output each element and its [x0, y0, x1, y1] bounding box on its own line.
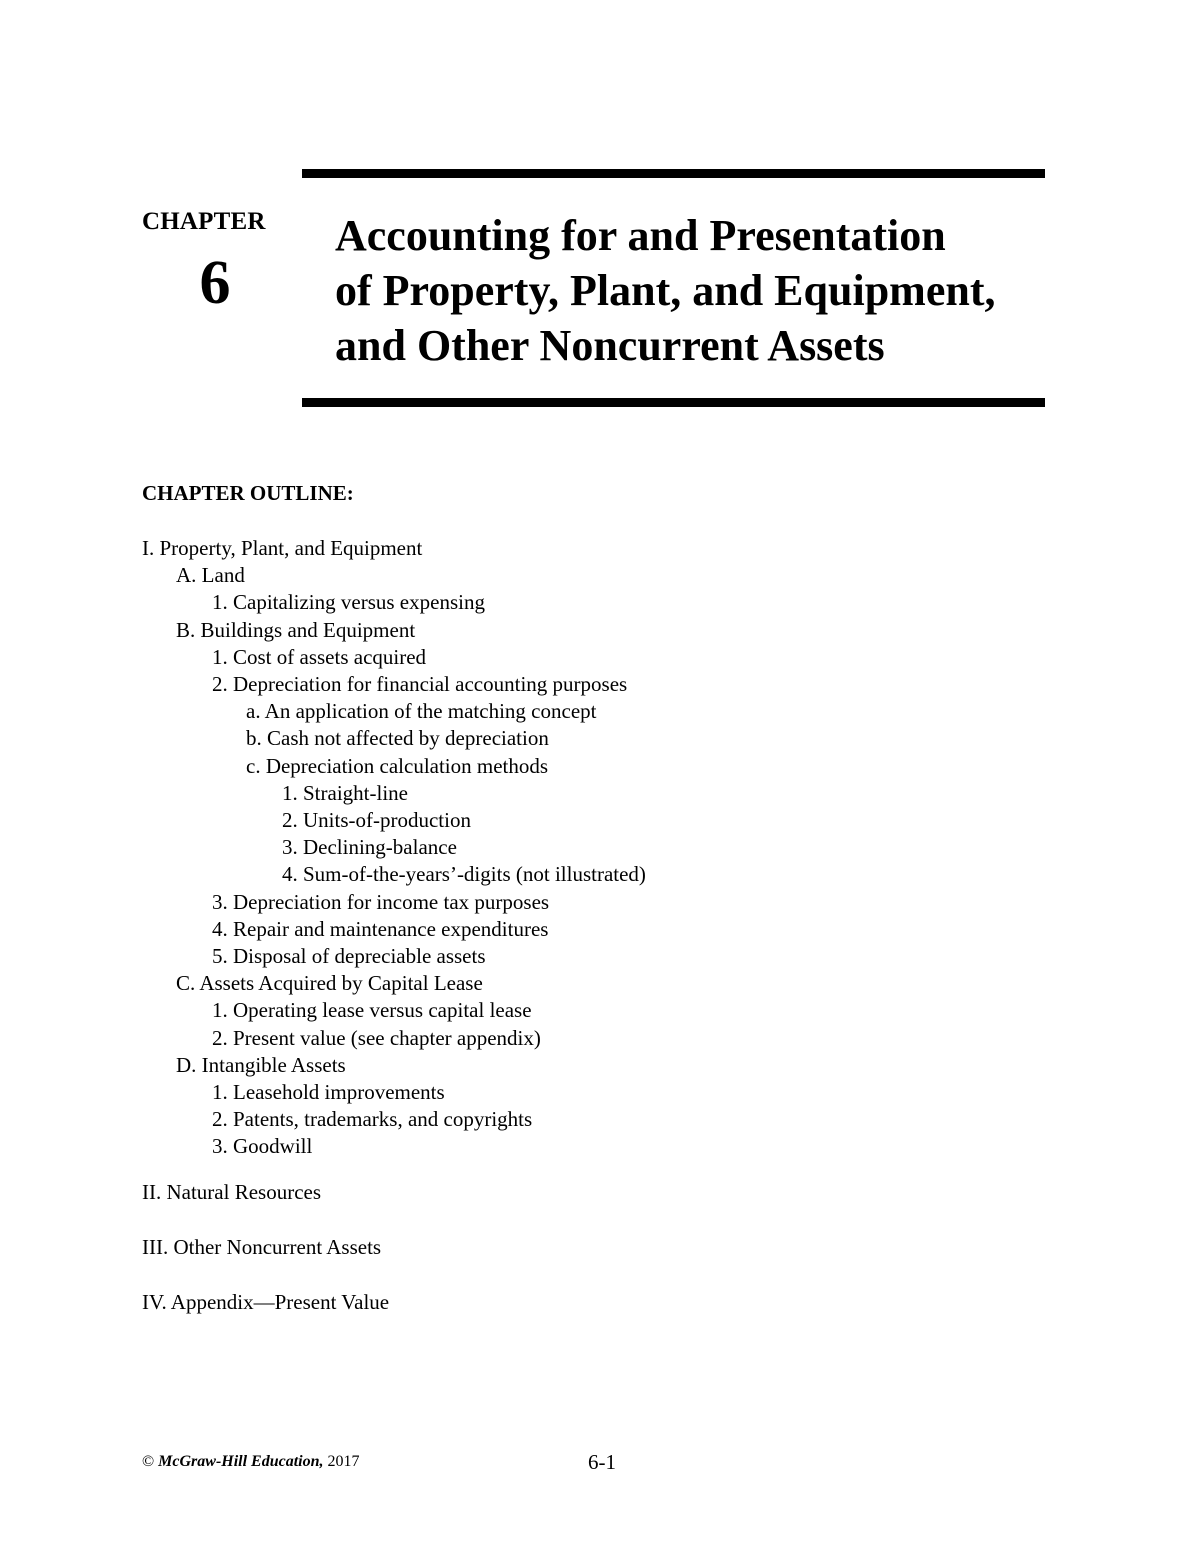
title-rule-bottom: [302, 398, 1045, 407]
outline-item: B. Buildings and Equipment: [176, 617, 416, 642]
chapter-outline: [142, 535, 1042, 1316]
outline-item: 4. Sum-of-the-years’-digits (not illustrated): [282, 862, 646, 887]
outline-item: 2. Present value (see chapter appendix): [212, 1025, 541, 1050]
outline-item: 3. Depreciation for income tax purposes: [212, 889, 550, 914]
outline-item: 5. Disposal of depreciable assets: [212, 944, 486, 969]
footer-copyright: [142, 1453, 360, 1471]
outline-item: 1. Straight-line: [282, 780, 408, 805]
chapter-title-line-1: Accounting for and Presentation: [335, 211, 946, 260]
footer-publisher: McGraw-Hill Education,: [158, 1453, 324, 1470]
outline-item: IV. Appendix—Present Value: [142, 1290, 390, 1315]
copyright-symbol: ©: [142, 1453, 155, 1470]
outline-item: II. Natural Resources: [142, 1179, 322, 1204]
outline-item: A. Land: [176, 563, 245, 588]
chapter-label: CHAPTER: [142, 208, 266, 235]
outline-item: 2. Units-of-production: [282, 808, 471, 833]
title-rule-top: [302, 169, 1045, 178]
outline-item: 1. Operating lease versus capital lease: [212, 998, 532, 1023]
outline-item: C. Assets Acquired by Capital Lease: [176, 971, 483, 996]
page-number: 6-1: [588, 1450, 616, 1474]
chapter-title-line-3: and Other Noncurrent Assets: [335, 321, 885, 370]
outline-item: 1. Capitalizing versus expensing: [212, 590, 485, 615]
outline-item: I. Property, Plant, and Equipment: [142, 536, 423, 560]
outline-item: 4. Repair and maintenance expenditures: [212, 916, 549, 941]
outline-item: III. Other Noncurrent Assets: [142, 1234, 382, 1259]
outline-item: a. An application of the matching concept: [246, 699, 597, 724]
outline-item: 1. Leasehold improvements: [212, 1080, 445, 1105]
outline-heading: CHAPTER OUTLINE:: [142, 481, 354, 505]
outline-item: c. Depreciation calculation methods: [246, 753, 549, 778]
outline-item: 3. Goodwill: [212, 1134, 313, 1159]
chapter-title: [335, 208, 1055, 373]
outline-item: b. Cash not affected by depreciation: [246, 726, 549, 751]
outline-item: 2. Patents, trademarks, and copyrights: [212, 1107, 533, 1132]
outline-item: 3. Declining-balance: [282, 835, 457, 860]
outline-item: 2. Depreciation for financial accounting purposes: [212, 672, 628, 697]
outline-item: 1. Cost of assets acquired: [212, 644, 427, 669]
chapter-number: 6: [199, 249, 231, 317]
chapter-title-line-2: of Property, Plant, and Equipment,: [335, 266, 996, 315]
footer-year: 2017: [327, 1453, 360, 1470]
outline-item: D. Intangible Assets: [176, 1052, 346, 1077]
